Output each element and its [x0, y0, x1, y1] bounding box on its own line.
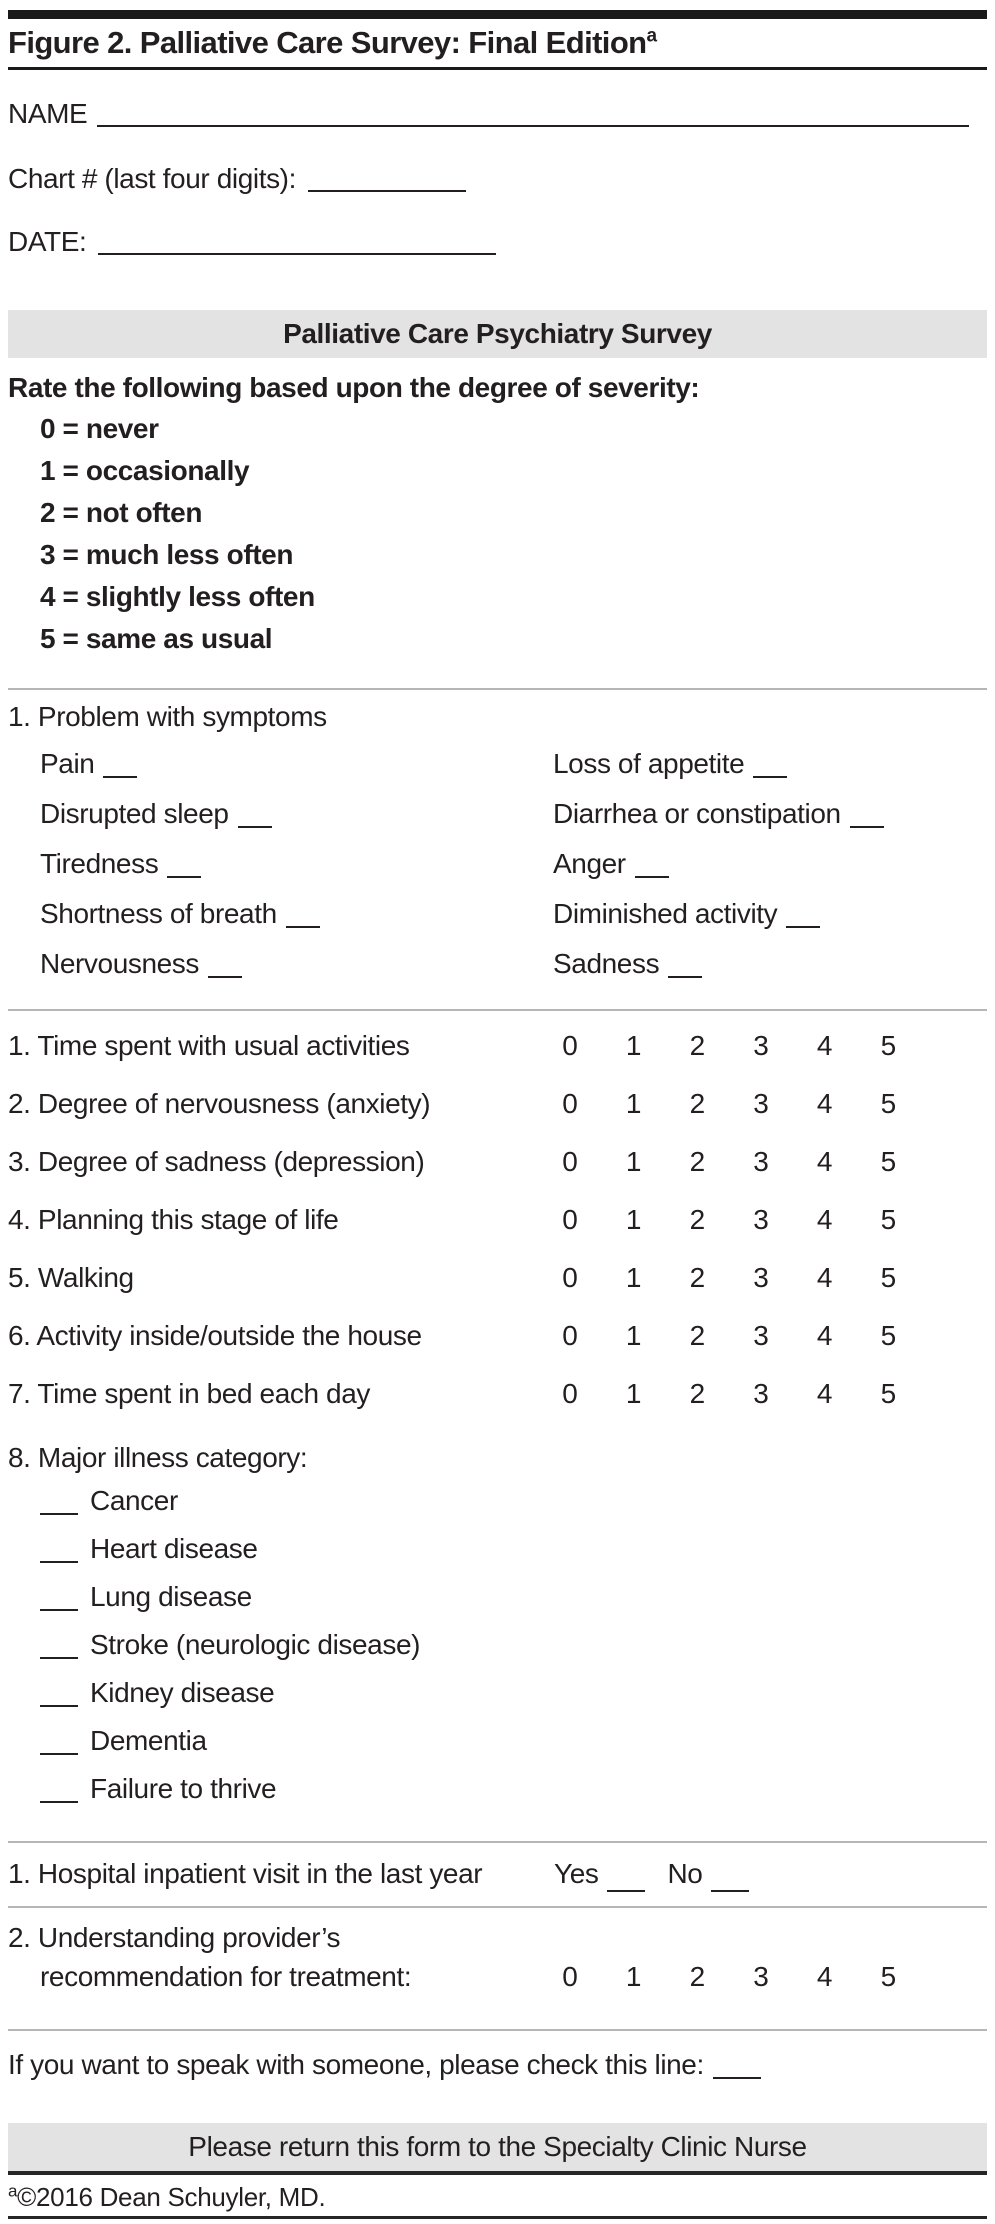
illness-category-heading: 8. Major illness category:	[8, 1442, 308, 1473]
legend-item-3: 3 = much less often	[40, 539, 294, 570]
no-answer-blank[interactable]	[711, 1890, 749, 1892]
name-label: NAME	[8, 98, 88, 129]
figure-title-text: Figure 2. Palliative Care Survey: Final Edition	[8, 25, 647, 60]
symptom-answer-blank[interactable]	[668, 976, 702, 978]
illness-option-label: Kidney disease	[90, 1677, 275, 1708]
illness-check-blank[interactable]	[40, 1561, 78, 1563]
symptom-item	[553, 939, 987, 989]
rating-question-row	[8, 1191, 987, 1249]
symptom-label: Sadness	[553, 948, 660, 979]
scale-option-5[interactable]: 5	[880, 1204, 896, 1235]
yes-no-options	[554, 1853, 749, 1895]
scale-option-3[interactable]: 3	[753, 1030, 769, 1061]
rating-scale	[538, 1075, 920, 1133]
rating-scale	[538, 1957, 920, 1996]
symptom-item	[40, 789, 553, 839]
symptom-label: Pain	[40, 748, 95, 779]
illness-options-list	[8, 1477, 987, 1813]
scale-option-5[interactable]: 5	[880, 1030, 896, 1061]
survey-title-banner: Palliative Care Psychiatry Survey	[8, 310, 987, 358]
symptom-label: Disrupted sleep	[40, 798, 229, 829]
illness-check-blank[interactable]	[40, 1513, 78, 1515]
rating-question-label: 5. Walking	[8, 1262, 134, 1293]
symptom-label: Diminished activity	[553, 898, 778, 929]
rating-question-row	[8, 1307, 987, 1365]
speak-check-blank[interactable]	[713, 2077, 761, 2079]
date-input-blank[interactable]	[98, 253, 496, 255]
illness-option	[8, 1477, 987, 1525]
symptom-answer-blank[interactable]	[208, 976, 242, 978]
scale-option-5[interactable]: 5	[880, 1146, 896, 1177]
chart-number-field-row	[8, 163, 987, 195]
scale-option-3[interactable]: 3	[753, 1961, 769, 1992]
scale-option-1[interactable]: 1	[625, 1378, 642, 1409]
scale-option-2[interactable]: 2	[689, 1204, 705, 1235]
symptom-answer-blank[interactable]	[167, 876, 201, 878]
symptom-answer-blank[interactable]	[238, 826, 272, 828]
scale-option-1[interactable]: 1	[625, 1262, 642, 1293]
speak-with-someone-label: If you want to speak with someone, please check this line:	[8, 2049, 704, 2080]
symptom-label: Tiredness	[40, 848, 159, 879]
symptom-answer-blank[interactable]	[103, 776, 137, 778]
footnote-marker: a	[8, 2181, 18, 2201]
symptom-label: Loss of appetite	[553, 748, 745, 779]
scale-option-3[interactable]: 3	[753, 1320, 769, 1351]
rating-question-row	[8, 1249, 987, 1307]
understanding-label-line2: recommendation for treatment:	[40, 1961, 412, 1992]
symptom-label: Anger	[553, 848, 626, 879]
symptom-item	[40, 939, 553, 989]
scale-option-3[interactable]: 3	[753, 1378, 769, 1409]
hospital-visit-question-row	[8, 1853, 987, 1895]
severity-legend	[8, 408, 987, 660]
scale-option-3[interactable]: 3	[753, 1088, 769, 1119]
severity-instructions: Rate the following based upon the degree of severity:	[8, 372, 700, 403]
name-input-blank[interactable]	[97, 125, 969, 127]
symptom-item	[553, 839, 987, 889]
section-separator	[8, 1841, 987, 1843]
illness-check-blank[interactable]	[40, 1753, 78, 1755]
symptom-answer-blank[interactable]	[286, 926, 320, 928]
scale-option-1[interactable]: 1	[625, 1204, 642, 1235]
section-separator	[8, 1009, 987, 1011]
scale-option-1[interactable]: 1	[625, 1320, 642, 1351]
rating-scale	[538, 1249, 920, 1307]
illness-option-label: Stroke (neurologic disease)	[90, 1629, 421, 1660]
scale-option-2[interactable]: 2	[689, 1088, 705, 1119]
illness-option	[8, 1669, 987, 1717]
scale-option-5[interactable]: 5	[880, 1378, 896, 1409]
rating-question-row	[8, 1133, 987, 1191]
scale-option-0[interactable]: 0	[562, 1378, 578, 1409]
figure-title	[8, 25, 987, 61]
illness-option	[8, 1765, 987, 1813]
scale-option-2[interactable]: 2	[689, 1378, 705, 1409]
symptom-answer-blank[interactable]	[850, 826, 884, 828]
scale-option-0[interactable]: 0	[562, 1262, 578, 1293]
symptom-item	[40, 839, 553, 889]
rating-questions-section	[8, 1017, 987, 1423]
title-underline-rule	[8, 67, 987, 70]
footnote-text: ©2016 Dean Schuyler, MD.	[17, 2182, 326, 2212]
rating-scale	[538, 1365, 920, 1423]
rating-question-row	[8, 1075, 987, 1133]
rating-question-row	[8, 1365, 987, 1423]
date-label: DATE:	[8, 226, 87, 257]
return-form-banner: Please return this form to the Specialty Clinic Nurse	[8, 2123, 987, 2171]
scale-option-0[interactable]: 0	[562, 1204, 578, 1235]
illness-check-blank[interactable]	[40, 1801, 78, 1803]
scale-option-0[interactable]: 0	[562, 1961, 578, 1992]
scale-option-2[interactable]: 2	[689, 1262, 705, 1293]
scale-option-1[interactable]: 1	[625, 1030, 642, 1061]
scale-option-0[interactable]: 0	[562, 1088, 578, 1119]
scale-option-4[interactable]: 4	[816, 1961, 833, 1992]
symptom-label: Diarrhea or constipation	[553, 798, 841, 829]
scale-option-4[interactable]: 4	[816, 1088, 833, 1119]
illness-option	[8, 1573, 987, 1621]
scale-option-4[interactable]: 4	[816, 1320, 833, 1351]
chart-number-input-blank[interactable]	[308, 190, 466, 192]
symptom-label: Shortness of breath	[40, 898, 277, 929]
illness-check-blank[interactable]	[40, 1657, 78, 1659]
scale-option-4[interactable]: 4	[816, 1378, 833, 1409]
illness-option	[8, 1621, 987, 1669]
scale-option-0[interactable]: 0	[562, 1030, 578, 1061]
understanding-question-row	[8, 1918, 987, 1996]
hospital-visit-label: 1. Hospital inpatient visit in the last year	[8, 1858, 483, 1889]
symptom-item	[40, 739, 553, 789]
illness-option-label: Dementia	[90, 1725, 207, 1756]
symptoms-section-heading: 1. Problem with symptoms	[8, 701, 327, 732]
symptom-answer-blank[interactable]	[786, 926, 820, 928]
figure-top-rule	[8, 10, 987, 19]
rating-question-label: 1. Time spent with usual activities	[8, 1030, 410, 1061]
illness-option-label: Heart disease	[90, 1533, 258, 1564]
no-label: No	[667, 1858, 703, 1889]
scale-option-5[interactable]: 5	[880, 1320, 896, 1351]
scale-option-2[interactable]: 2	[689, 1146, 705, 1177]
rating-question-label: 3. Degree of sadness (depression)	[8, 1146, 425, 1177]
rating-question-row	[8, 1017, 987, 1075]
symptom-item	[40, 889, 553, 939]
rating-scale	[538, 1191, 920, 1249]
section-separator	[8, 2029, 987, 2031]
date-field-row	[8, 226, 987, 258]
scale-option-1[interactable]: 1	[625, 1146, 642, 1177]
rating-scale	[538, 1133, 920, 1191]
figure-title-footnote-marker: a	[646, 25, 657, 47]
scale-option-4[interactable]: 4	[816, 1146, 833, 1177]
understanding-question-label	[8, 1918, 538, 1996]
scale-option-4[interactable]: 4	[816, 1204, 833, 1235]
name-field-row	[8, 98, 987, 130]
section-separator	[8, 1906, 987, 1908]
chart-number-label: Chart # (last four digits):	[8, 163, 296, 194]
illness-option	[8, 1717, 987, 1765]
scale-option-5[interactable]: 5	[880, 1088, 896, 1119]
scale-option-5[interactable]: 5	[880, 1262, 896, 1293]
yes-answer-blank[interactable]	[607, 1890, 645, 1892]
scale-option-0[interactable]: 0	[562, 1146, 578, 1177]
rating-scale	[538, 1307, 920, 1365]
illness-check-blank[interactable]	[40, 1609, 78, 1611]
rating-question-label: 4. Planning this stage of life	[8, 1204, 339, 1235]
illness-check-blank[interactable]	[40, 1705, 78, 1707]
scale-option-2[interactable]: 2	[689, 1030, 705, 1061]
illness-option-label: Lung disease	[90, 1581, 252, 1612]
legend-item-4: 4 = slightly less often	[40, 581, 315, 612]
symptom-answer-blank[interactable]	[635, 876, 669, 878]
legend-item-0: 0 = never	[40, 413, 159, 444]
rating-question-label: 6. Activity inside/outside the house	[8, 1320, 422, 1351]
scale-option-0[interactable]: 0	[562, 1320, 578, 1351]
symptom-answer-blank[interactable]	[753, 776, 787, 778]
scale-option-3[interactable]: 3	[753, 1262, 769, 1293]
scale-option-4[interactable]: 4	[816, 1030, 833, 1061]
yes-label: Yes	[554, 1858, 599, 1889]
rating-scale	[538, 1017, 920, 1075]
scale-option-2[interactable]: 2	[689, 1320, 705, 1351]
symptom-item	[553, 739, 987, 789]
scale-option-1[interactable]: 1	[625, 1088, 642, 1119]
legend-item-5: 5 = same as usual	[40, 623, 273, 654]
footer-rule	[8, 2171, 987, 2175]
understanding-label-line1: 2. Understanding provider’s	[8, 1922, 341, 1953]
illness-option-label: Cancer	[90, 1485, 178, 1516]
symptom-item	[553, 789, 987, 839]
scale-option-4[interactable]: 4	[816, 1262, 833, 1293]
scale-option-3[interactable]: 3	[753, 1146, 769, 1177]
rating-question-label: 7. Time spent in bed each day	[8, 1378, 370, 1409]
copyright-footnote	[8, 2181, 987, 2213]
scale-option-5[interactable]: 5	[880, 1961, 896, 1992]
legend-item-2: 2 = not often	[40, 497, 203, 528]
speak-with-someone-row	[8, 2044, 987, 2086]
scale-option-3[interactable]: 3	[753, 1204, 769, 1235]
illness-option-label: Failure to thrive	[90, 1773, 277, 1804]
legend-item-1: 1 = occasionally	[40, 455, 250, 486]
bottom-rule	[8, 2216, 987, 2219]
symptoms-grid	[8, 739, 987, 989]
illness-option	[8, 1525, 987, 1573]
scale-option-1[interactable]: 1	[625, 1961, 642, 1992]
scale-option-2[interactable]: 2	[689, 1961, 705, 1992]
section-separator	[8, 688, 987, 690]
rating-question-label: 2. Degree of nervousness (anxiety)	[8, 1088, 431, 1119]
symptom-item	[553, 889, 987, 939]
symptom-label: Nervousness	[40, 948, 200, 979]
